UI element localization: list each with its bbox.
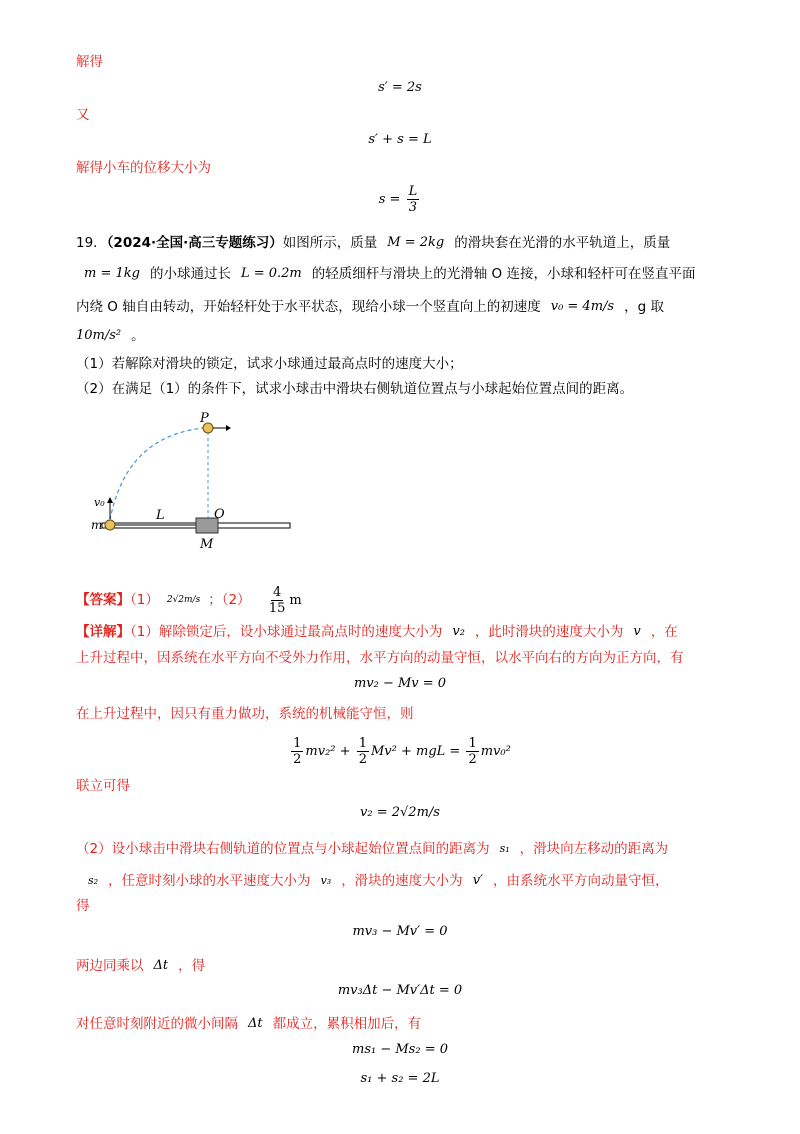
- detail-text-6a: ，任意时刻小球的水平速度大小为: [108, 873, 311, 889]
- math-v3: v₃: [320, 874, 332, 887]
- dashed-arc: [110, 428, 204, 520]
- frac-half-3: [466, 736, 478, 767]
- math-m: m = 1kg: [84, 266, 140, 281]
- problem-number: 19．: [76, 235, 107, 251]
- label-L: L: [156, 508, 165, 523]
- energy-term-3: mv₀²: [480, 744, 511, 759]
- label-v0: v₀: [94, 496, 105, 509]
- math-dt-1: Δt: [153, 958, 169, 973]
- detail-text-5a: （2）设小球击中滑块右侧轨道的位置点与小球起始位置点间的距离为: [76, 841, 490, 857]
- detail-text-1a: （1）解除锁定后，设小球通过最高点时的速度大小为: [130, 624, 443, 640]
- frac-half-2: [357, 736, 369, 767]
- equation-energy: [0, 732, 800, 772]
- math-v-prime: v′: [472, 873, 483, 888]
- problem-text-6: ，g 取: [624, 299, 664, 315]
- detail-text-6b: ，滑块的速度大小为: [341, 873, 463, 889]
- detail-text-9b: 都成立，累积相加后，有: [272, 1016, 422, 1032]
- eq3-lhs: s =: [378, 192, 401, 207]
- answer-frac-den: 15: [268, 600, 286, 616]
- half-num-1: 1: [293, 736, 302, 751]
- question-1: （1）若解除对滑块的锁定，试求小球通过最高点时的速度大小；: [76, 356, 463, 372]
- detail-line-3: 在上升过程中，因只有重力做功，系统的机械能守恒，则: [76, 706, 414, 722]
- answer-sep: ；（2）: [208, 592, 251, 608]
- text-jiede-2: 解得小车的位移大小为: [76, 160, 211, 176]
- problem-line-4: [76, 325, 724, 347]
- detail-line-7: 得: [76, 898, 90, 914]
- ball-start: [105, 520, 115, 530]
- problem-source: （2024·全国·高三专题练习）: [106, 235, 283, 251]
- answer-value-1: 2√2m/s: [166, 595, 201, 605]
- equation-sum: s′ + s = L: [368, 132, 432, 147]
- detail-line-1: [76, 621, 724, 643]
- equation-momentum-2: mv₃ − Mv′ = 0: [352, 924, 448, 939]
- equation-s-fraction: [0, 184, 800, 215]
- math-L: L = 0.2m: [240, 266, 302, 281]
- problem-line-1: [76, 232, 724, 254]
- detail-line-9: [76, 1013, 724, 1035]
- equation-displacement-1: ms₁ − Ms₂ = 0: [352, 1042, 448, 1057]
- label-m: m: [91, 518, 103, 532]
- half-num-3: 1: [468, 736, 477, 751]
- detail-text-1b: ，此时滑块的速度大小为: [474, 624, 624, 640]
- detail-text-1c: ，在: [650, 624, 678, 640]
- answer-tag: 【答案】: [76, 592, 130, 608]
- detail-line-6: [76, 870, 724, 892]
- arrowhead-top: [226, 425, 231, 431]
- answer-frac-num: 4: [272, 584, 282, 600]
- fraction-L-3: [407, 184, 420, 215]
- equation-s-prime: s′ = 2s: [378, 80, 422, 95]
- equation-momentum-1: mv₂ − Mv = 0: [353, 676, 447, 691]
- detail-text-5b: ，滑块向左移动的距离为: [519, 841, 669, 857]
- detail-text-9a: 对任意时刻附近的微小间隔: [76, 1016, 238, 1032]
- math-s1: s₁: [499, 842, 510, 855]
- half-num-2: 1: [358, 736, 367, 751]
- label-P: P: [200, 411, 209, 426]
- math-dt-2: Δt: [248, 1016, 263, 1031]
- question-2: （2）在满足（1）的条件下，试求小球击中滑块右侧轨道位置点与小球起始位置点间的距离。: [76, 381, 634, 397]
- problem-text-2: 的滑块套在光滑的水平轨道上，质量: [454, 235, 671, 251]
- problem-text-7: 。: [131, 328, 145, 344]
- answer-unit: m: [289, 593, 302, 608]
- label-M: M: [200, 537, 214, 552]
- math-v2: v₂: [452, 624, 465, 639]
- problem-text-1: 如图所示，质量: [282, 235, 378, 251]
- detail-line-4: 联立可得: [76, 778, 130, 794]
- text-jiede-1: 解得: [76, 54, 103, 70]
- math-v0: v₀ = 4m/s: [550, 299, 615, 314]
- answer-line: [76, 584, 724, 617]
- detail-text-8b: ，得: [178, 958, 206, 974]
- half-den-2: 2: [358, 752, 367, 767]
- fraction-num: L: [408, 184, 418, 199]
- energy-term-1: mv₂² +: [305, 744, 351, 759]
- fraction-den: 3: [408, 200, 418, 215]
- math-g: 10m/s²: [76, 328, 122, 343]
- energy-term-2: Mv² + mgL =: [370, 744, 461, 759]
- frac-half-1: [291, 736, 303, 767]
- half-den-1: 2: [293, 752, 302, 767]
- detail-text-8a: 两边同乘以: [76, 958, 144, 974]
- math-s2: s₂: [88, 874, 99, 887]
- problem-text-5: 内绕 O 轴自由转动，开始轻杆处于水平状态，现给小球一个竖直向上的初速度: [76, 299, 541, 315]
- text-you: 又: [76, 107, 90, 123]
- equation-displacement-2: s₁ + s₂ = 2L: [360, 1071, 440, 1086]
- half-den-3: 2: [468, 752, 477, 767]
- problem-line-2: [76, 263, 724, 285]
- detail-line-5: [76, 838, 724, 860]
- arrowhead-up: [107, 497, 113, 503]
- detail-tag: 【详解】: [76, 624, 130, 640]
- answer-fraction: [267, 585, 288, 616]
- equation-v2-result: v₂ = 2√2m/s: [360, 805, 440, 820]
- equation-momentum-dt: mv₃Δt − Mv′Δt = 0: [337, 983, 463, 998]
- detail-line-8: [76, 955, 724, 977]
- detail-text-6c: ，由系统水平方向动量守恒，: [492, 873, 669, 889]
- math-v: v: [633, 624, 641, 639]
- detail-line-2: 上升过程中，因系统在水平方向不受外力作用，水平方向的动量守恒，以水平向右的方向为正方向，有: [76, 650, 684, 666]
- problem-line-3: [76, 296, 724, 318]
- label-O: O: [214, 507, 225, 522]
- problem-text-3: 的小球通过长: [149, 266, 231, 282]
- answer-part1: （1）: [130, 592, 159, 608]
- math-M: M = 2kg: [387, 235, 445, 250]
- problem-text-4: 的轻质细杆与滑块上的光滑轴 O 连接，小球和轻杆可在竖直平面: [311, 266, 696, 282]
- physics-diagram: [86, 408, 306, 558]
